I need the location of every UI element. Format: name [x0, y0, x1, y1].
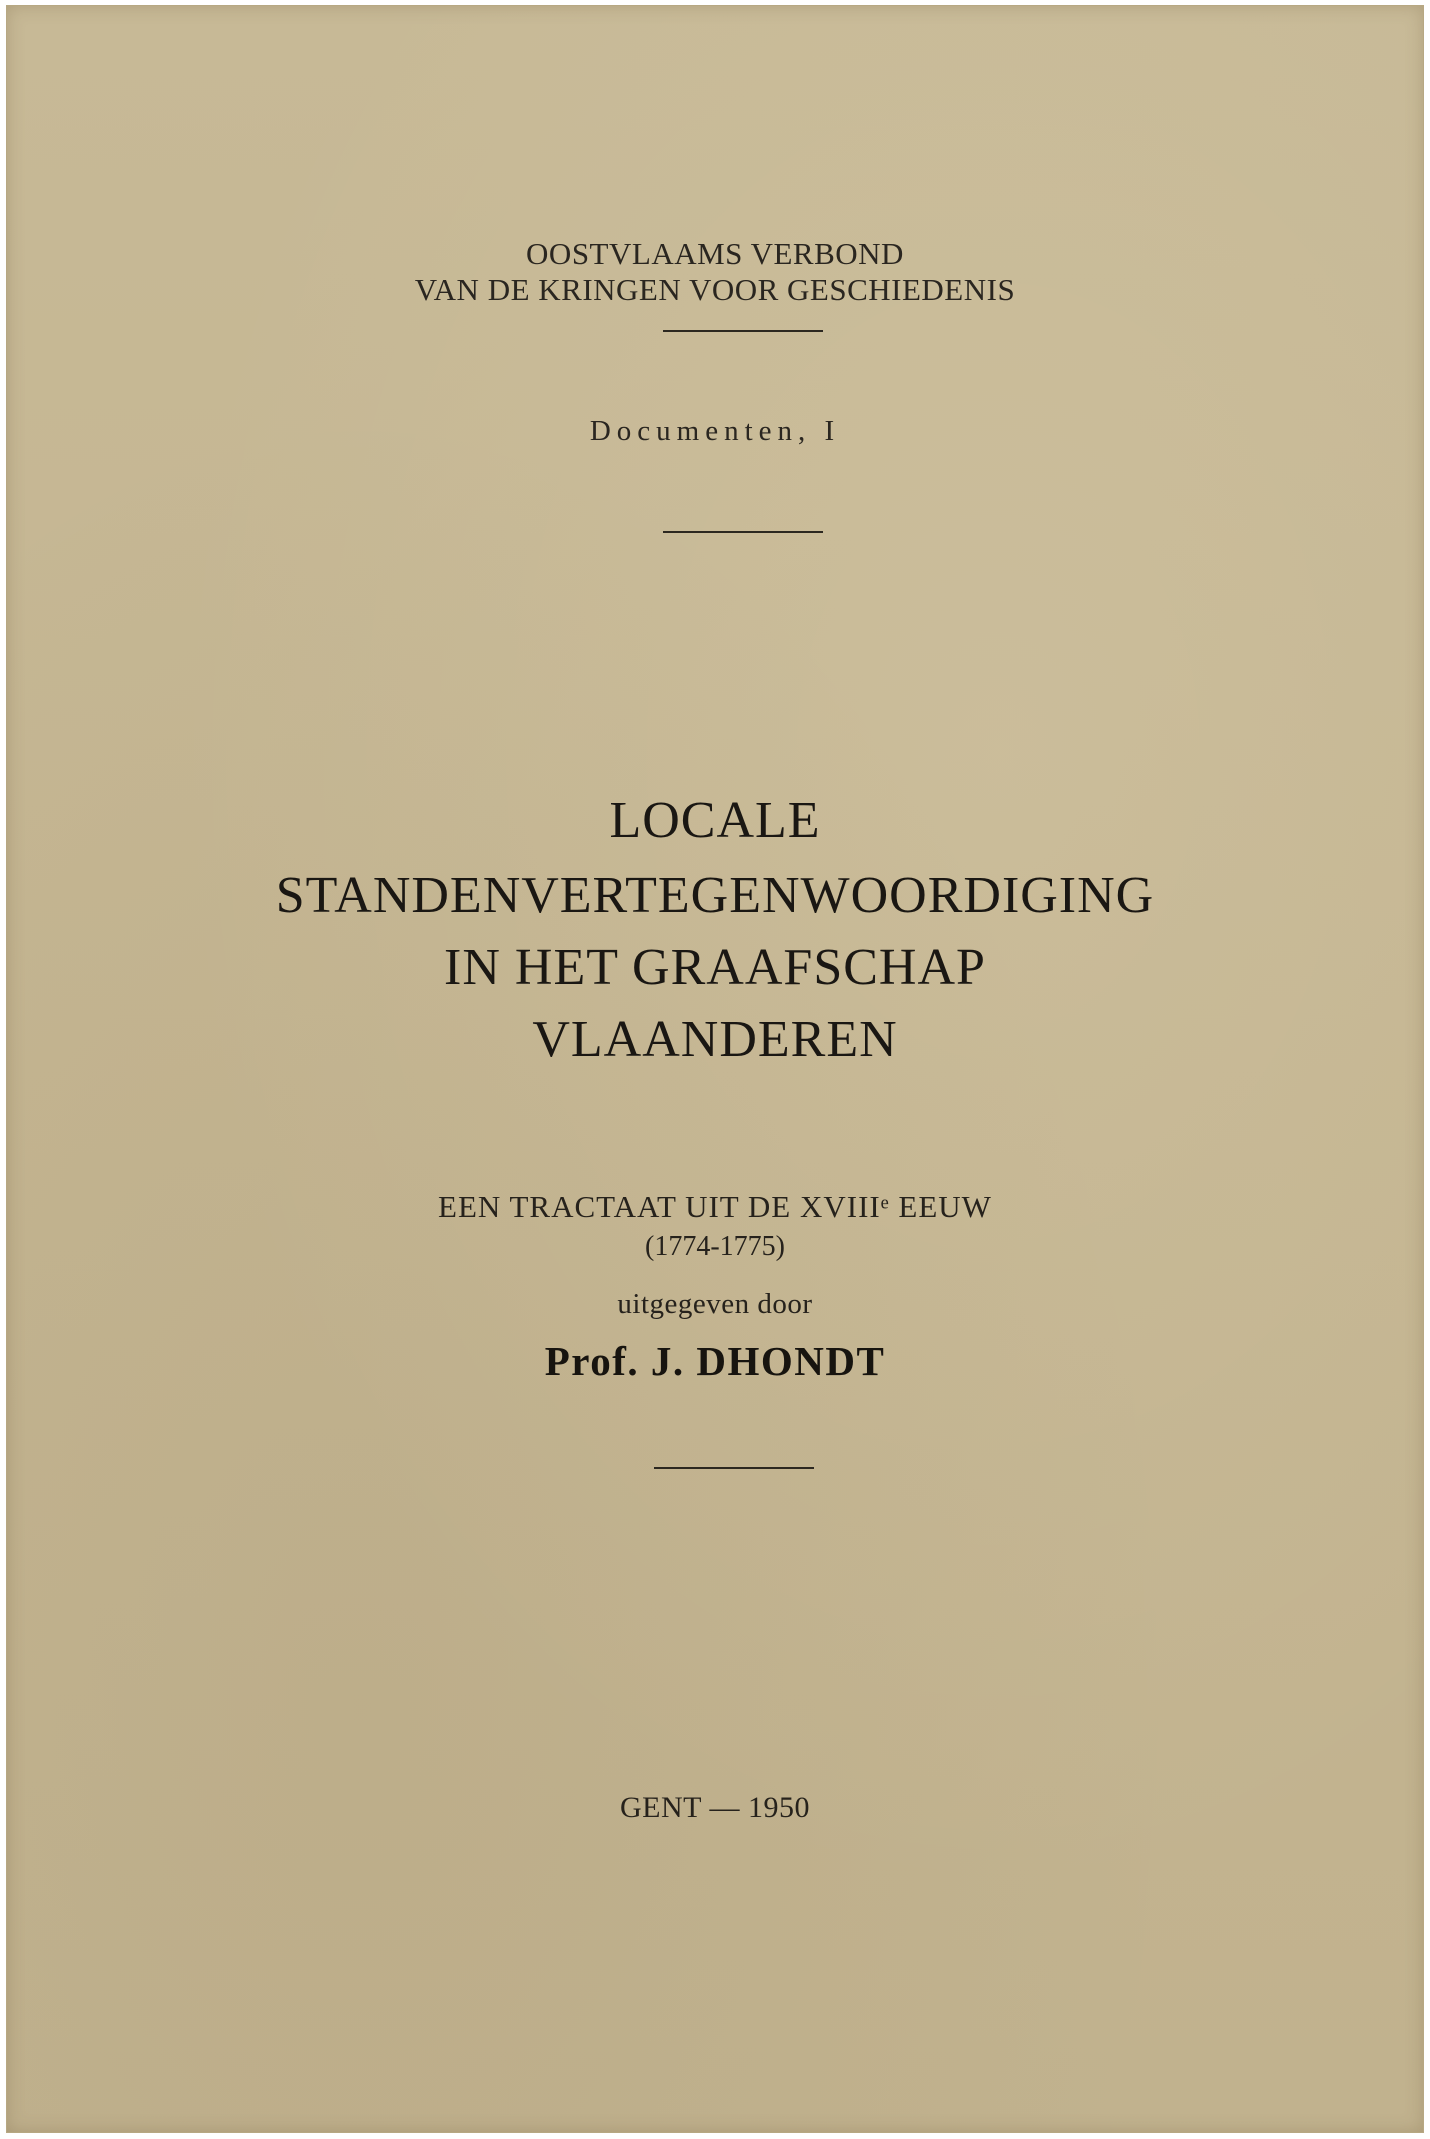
- divider-rule-2: [663, 531, 823, 533]
- publisher-line-2: VAN DE KRINGEN VOOR GESCHIEDENIS: [414, 272, 1016, 307]
- book-cover: [6, 5, 1424, 2133]
- editor-name: Prof. J. DHONDT: [544, 1338, 886, 1384]
- date-range: (1774-1775): [645, 1231, 785, 1262]
- title-line-4: VLAANDEREN: [532, 1011, 898, 1068]
- title-line-1: LOCALE: [609, 792, 821, 849]
- editor-label: uitgegeven door: [617, 1288, 813, 1320]
- subtitle: EEN TRACTAAT UIT DE XVIIIᵉ EEUW: [438, 1189, 992, 1224]
- divider-rule-3: [654, 1467, 814, 1469]
- divider-rule-1: [663, 330, 823, 332]
- title-line-3: IN HET GRAAFSCHAP: [444, 939, 986, 996]
- imprint: GENT — 1950: [620, 1791, 810, 1824]
- publisher-line-1: OOSTVLAAMS VERBOND: [526, 236, 904, 271]
- series-label: Documenten, I: [589, 415, 841, 447]
- title-line-2: STANDENVERTEGENWOORDIGING: [275, 867, 1155, 924]
